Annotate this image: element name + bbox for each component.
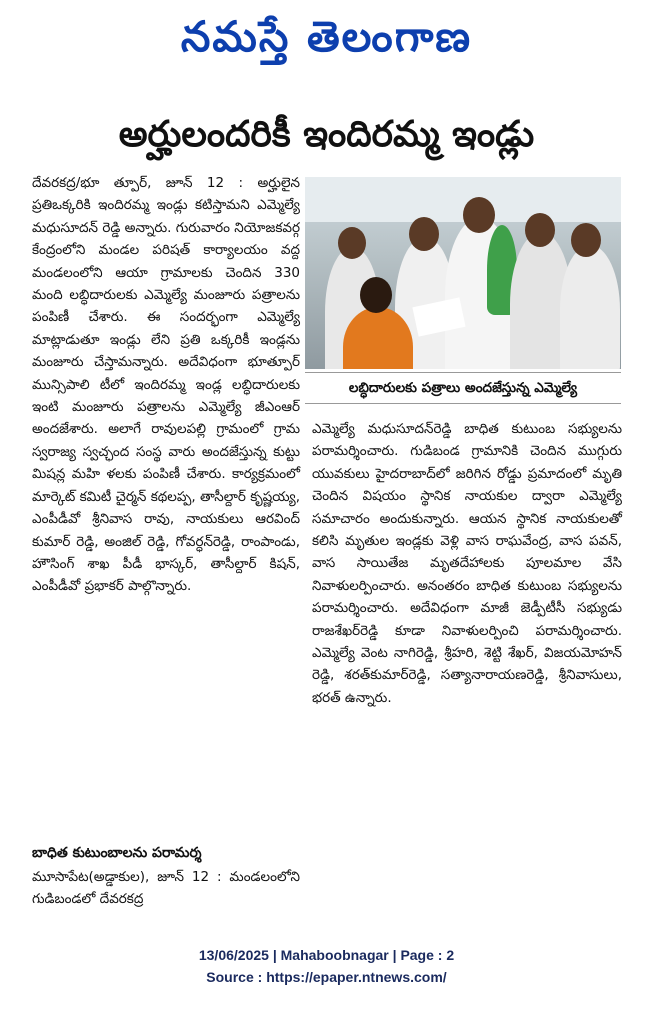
article-body-right (312, 418, 622, 709)
newspaper-masthead: నమస్తే తెలంగాణ (180, 12, 473, 61)
page-footer (0, 944, 653, 988)
article-headline: అర్హులందరికీ ఇందిరమ్మ ఇండ్లు (118, 114, 535, 155)
footer-source-link[interactable]: Source : https://epaper.ntnews.com/ (206, 969, 447, 985)
article-body-left-2 (32, 866, 300, 911)
article-photo (305, 177, 621, 369)
article-subhead: బాధిత కుటుంబాలను పరామర్శ (32, 845, 202, 861)
body-paragraph: ఎమ్మెల్యే మధుసూదన్‌రెడ్డి బాధిత కుటుంబ సభ్యులను పరామర్శించారు. గుడిబండ గ్రామానికి చెందిన ముగ్గురు యువకులు హైదరాబాద్‌లో జరిగిన రోడ్డు ప్రమాదంలో మృతి చెందిన విషయం స్థానిక నాయకుల ద్వారా ఎమ్మెల్యే సమాచారం అందుకున్నారు. ఆయన స్థానిక నాయకులతో కలిసి మృతుల ఇండ్లకు వెళ్లి వాస రాఘవేంద్ర, వాస పవన్, వాస సాయితేజ మృతదేహాలకు పూలమాల వేసి నివాళులర్పించారు. అనంతరం బాధిత కుటుంబ సభ్యులను పరామర్శించారు. అదేవిధంగా మాజీ జెడ్పీటీసీ సభ్యుడు రాజశేఖర్‌రెడ్డి కూడా నివాళులర్పించి పరామర్శించారు. ఎమ్మెల్యే వెంట నాగిరెడ్డి, శ్రీహరి, శెట్టి శేఖర్, విజయమోహన్ రెడ్డి, శరత్‌కుమార్‌రెడ్డి, సత్యానారాయణరెడ్డి, శ్రీనివాసులు, భరత్ ఉన్నారు. (312, 421, 622, 706)
body-paragraph: దేవరకద్ర/భూ త్పూర్, జూన్ 12 : అర్హులైన ప్రతిఒక్కరికి ఇందిరమ్మ ఇండ్లు కటిస్తామని ఎమ్మెల్యే మధుసూదన్ రెడ్డి అన్నారు. గురువారం నియోజకవర్గ కేంద్రంలోని మండల పరిషత్ కార్యాలయం వద్ద మండలంలోని ఆయా గ్రామాలకు చెందిన 330 మంది లబ్ధిదారులకు ఎమ్మెల్యే మంజూరు పత్రాలను పంపిణీ చేశారు. ఈ సందర్భంగా ఎమ్మెల్యే మాట్లాడుతూ ఇండ్లు లేని ప్రతి ఒక్కరికీ ఇండ్లను మంజూరు చేస్తామన్నారు. అదేవిధంగా భూత్పూర్ మున్సిపాలి టీలో ఇందిరమ్మ ఇండ్ల లబ్ధిదారులకు ఇంటి మంజూరు పత్రాలను ఎమ్మెల్యే జీఎంఆర్ అందజేశారు. అలాగే రావులపల్లి గ్రామంలో గ్రామ స్వరాజ్య స్వచ్ఛంద సంస్థ వారు అందజేస్తున్న కుట్టు మిషన్ల మహి ళలకు పంపిణీ చేశారు. కార్యక్రమంలో మార్కెట్ కమిటీ చైర్మన్ కథలప్ప, తాసీల్దార్ కృష్ణయ్య, ఎంపీడీవో శ్రీనివాస రావు, నాయకులు ఆరవింద్ కుమార్ రెడ్డి, అంజిల్ రెడ్డి, గోవర్ధన్‌రెడ్డి, రాంపాండు, హౌసింగ్ శాఖ పీడీ భాస్కర్, తాసీల్దార్ కిషన్, ఎంపీడీవో ప్రభాకర్ పాల్గొన్నారు. (32, 175, 300, 595)
photo-caption: లబ్ధిదారులకు పత్రాలు అందజేస్తున్న ఎమ్మెల్యే (305, 372, 621, 404)
body-paragraph: మూసాపేట(అడ్డాకుల), జూన్ 12 : మండలంలోని గుడిబండలో దేవరకద్ర (32, 869, 300, 908)
footer-date-line: 13/06/2025 | Mahaboobnagar | Page : 2 (198, 947, 455, 963)
article-body-left (32, 172, 300, 598)
